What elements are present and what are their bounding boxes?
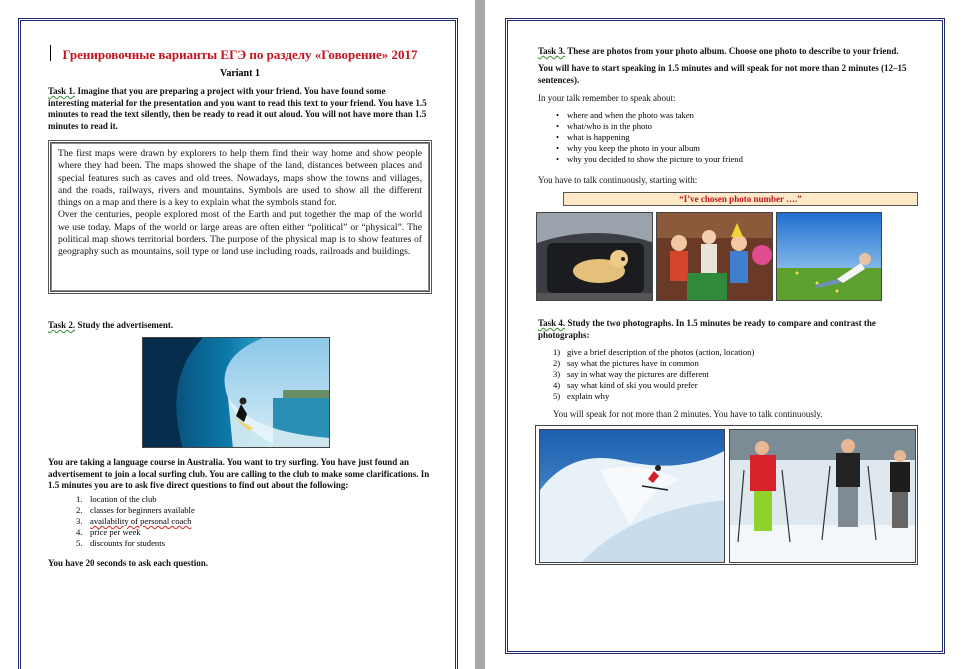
task2-question-list bbox=[76, 494, 376, 549]
photo-cross-country-skiers bbox=[729, 429, 916, 563]
task1-intro: Task 1. Imagine that you are preparing a project with your friend. You have found some interesting material for the presentation and you want to read this text to your friend. You have 1.5 minutes to read the text silently, then be ready to read it out aloud. You will not have more than 1.5 minutes to read it. bbox=[48, 86, 427, 131]
task3-label: Task 3. bbox=[538, 46, 566, 56]
variant-heading: Variant 1 bbox=[220, 68, 260, 79]
ski-photos-frame bbox=[535, 425, 918, 565]
list-item: 1) give a brief description of the photos (action, location) bbox=[553, 347, 755, 357]
list-item: 1. location of the club bbox=[76, 494, 157, 504]
task4-label: Task 4. bbox=[538, 318, 566, 328]
task3-remember: In your talk remember to speak about: bbox=[538, 93, 676, 103]
girl-on-grass-picture bbox=[777, 213, 882, 301]
task2-label: Task 2. bbox=[48, 320, 76, 330]
list-item: 2) say what the pictures have in common bbox=[553, 358, 699, 368]
surfing-advertisement-image bbox=[142, 337, 330, 448]
list-item: 3) say in what way the pictures are different bbox=[553, 369, 709, 379]
list-item: 5. discounts for students bbox=[76, 538, 165, 548]
list-item: 2. classes for beginners available bbox=[76, 505, 195, 515]
task3-topic-list bbox=[556, 110, 886, 165]
task1-label: Task 1. bbox=[48, 86, 76, 96]
list-item: 5) explain why bbox=[553, 391, 610, 401]
task3-continuous: You have to talk continuously, starting with: bbox=[538, 175, 698, 185]
task2-intro: You are taking a language course in Australia. You want to try surfing. You have just found an advertisement to join a local surfing club. You are calling to the club to make some clarifications. In 1.5 minutes you are to ask five direct questions to find out about the following: bbox=[48, 457, 430, 491]
task3-intro: You will have to start speaking in 1.5 minutes and will speak for not more than 2 minutes (12–15 sentences). bbox=[538, 63, 907, 85]
photo-girl-on-grass bbox=[776, 212, 882, 301]
task2-heading: Task 2. Study the advertisement. bbox=[48, 320, 174, 330]
dog-in-car-picture bbox=[537, 213, 653, 301]
list-item: 4. price per week bbox=[76, 527, 141, 537]
task4-closing: You will speak for not more than 2 minutes. You have to talk continuously. bbox=[553, 409, 823, 419]
cross-country-skiers-picture bbox=[730, 430, 916, 563]
downhill-skier-picture bbox=[540, 430, 725, 563]
photo-downhill-skier bbox=[539, 429, 725, 563]
list-item: • what/who is in the photo bbox=[556, 121, 652, 131]
reading-text-paragraph-1: The first maps were drawn by explorers to help them find their way home and show people where they had been. The maps showed the shape of the land, distances between places and special features such as caves and old trees. Nowadays, maps show the towns and villages, and the roads, railways, rivers and mountains. Symbols are used to show all the different things on a map and there is a key to explain what the symbols stand for. bbox=[58, 148, 422, 209]
reading-text-paragraph-2: Over the centuries, people explored most of the Earth and put together the map of the world we use today. Maps of the world or large areas are often either “political” or “physical”. The political map shows territorial borders. The purpose of the physical map is to show features of geography such as mountains, soil type or land use including roads, railroads and buildings. bbox=[58, 209, 422, 258]
list-item: 4) say what kind of ski you would prefer bbox=[553, 380, 698, 390]
reading-text-box bbox=[48, 140, 432, 294]
list-item: 3. availability of personal coach bbox=[76, 516, 192, 526]
chosen-photo-box: “I’ve chosen photo number ….” bbox=[563, 192, 918, 206]
document-title: Гренировочные варианты ЕГЭ по разделу «Говорение» 2017 bbox=[62, 47, 418, 62]
task2-closing: You have 20 seconds to ask each question. bbox=[48, 558, 209, 568]
task4-heading: Task 4. Study the two photographs. In 1.5 minutes be ready to compare and contrast the photographs: bbox=[538, 318, 876, 340]
task4-instruction-list bbox=[553, 347, 883, 402]
list-item: • why you keep the photo in your album bbox=[556, 143, 700, 153]
children-party-picture bbox=[657, 213, 773, 301]
surfer-wave-picture bbox=[143, 338, 330, 448]
list-item: • what is happening bbox=[556, 132, 630, 142]
list-item: • why you decided to show the picture to your friend bbox=[556, 154, 743, 164]
photo-children-party bbox=[656, 212, 773, 301]
list-item: • where and when the photo was taken bbox=[556, 110, 694, 120]
photo-dog-in-car bbox=[536, 212, 653, 301]
task3-heading: Task 3. These are photos from your photo album. Choose one photo to describe to your friend. bbox=[538, 46, 899, 56]
